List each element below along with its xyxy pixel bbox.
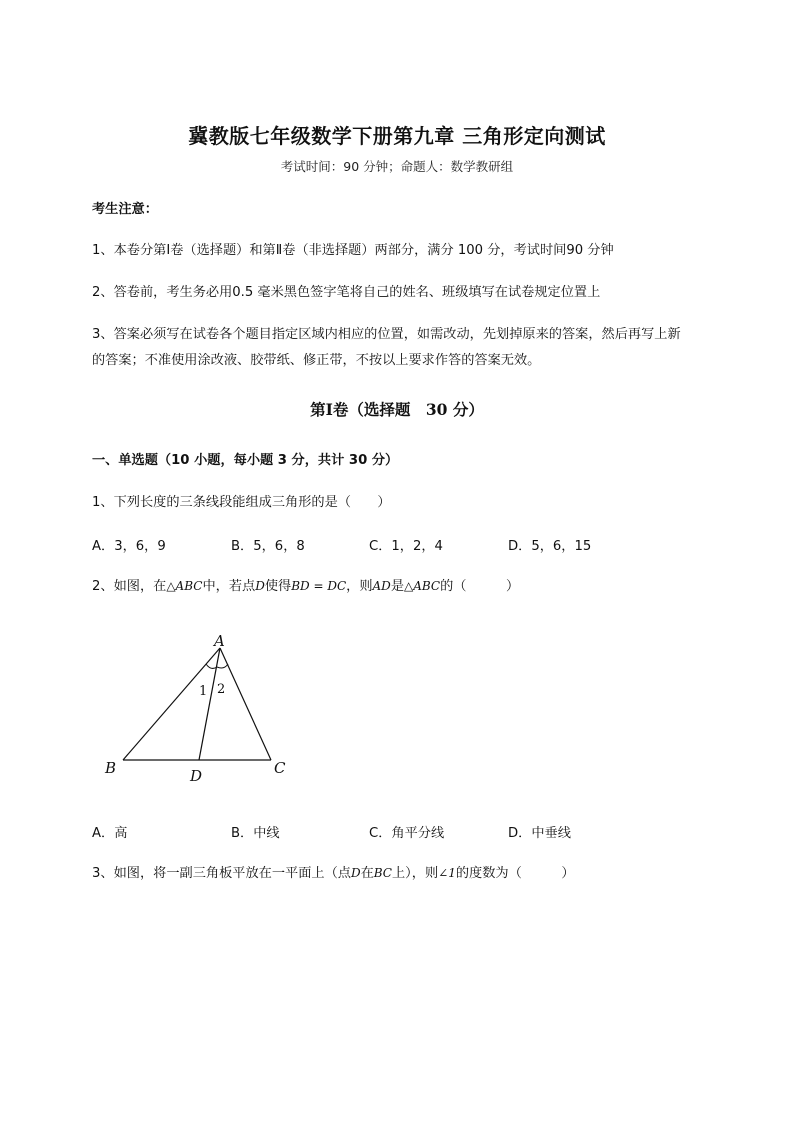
question-3-part-2: 在 <box>360 866 374 881</box>
question-2-option-a: A．高 <box>92 826 128 841</box>
question-1-options <box>92 535 712 559</box>
question-2-options <box>92 822 712 846</box>
notice-item-3: 3、答案必须写在试卷各个题目指定区域内相应的位置，如需改动，先划掉原来的答案，然后再写上新 <box>92 327 681 342</box>
segment-ab <box>123 648 220 760</box>
triangle-abc-1: △ABC <box>166 579 203 593</box>
exam-subtitle: 考试时间：90 分钟；命题人：数学教研组 <box>280 159 514 174</box>
question-2-option-d: D．中垂线 <box>508 826 571 841</box>
notice-item-3-continued: 的答案；不准使用涂改液、胶带纸、修正带，不按以上要求作答的答案无效。 <box>92 353 541 368</box>
question-3-part-1: 3、如图，将一副三角板平放在一平面上（点 <box>92 866 351 881</box>
question-2-option-b: B．中线 <box>231 826 280 841</box>
part-heading: 一、单选题（10 小题，每小题 3 分，共计 30 分） <box>92 453 399 468</box>
label-d: D <box>190 767 203 785</box>
triangle-abc-2: △ABC <box>404 579 441 593</box>
point-d: D <box>255 579 265 593</box>
question-3-part-3: 上），则 <box>392 866 439 881</box>
angle-label-1: 1 <box>199 684 208 699</box>
point-d-q3: D <box>350 866 361 880</box>
question-2-part-1: 2、如图，在 <box>92 579 167 594</box>
section-title: 第Ⅰ卷（选择题 30 分） <box>310 400 484 419</box>
notice-heading: 考生注意： <box>92 202 158 217</box>
question-1-text: 1、下列长度的三条线段能组成三角形的是（ ） <box>92 495 391 510</box>
question-3-text <box>92 860 575 887</box>
label-b: B <box>105 759 117 777</box>
segment-ad-figure <box>199 648 220 760</box>
notice-item-2: 2、答卷前，考生务必用0.5 毫米黑色签字笔将自己的姓名、班级填写在试卷规定位置上 <box>92 285 601 300</box>
segment-ad: AD <box>372 579 391 593</box>
question-1-option-a: A．3，6，9 <box>92 539 166 554</box>
question-3-part-4: 的度数为（ ） <box>455 866 575 881</box>
bd-equals-dc: BD = DC <box>291 579 347 593</box>
angle-1-q3: ∠1 <box>438 866 456 880</box>
question-1-option-d: D．5，6，15 <box>508 539 592 554</box>
label-c: C <box>274 759 286 777</box>
angle-arc-1 <box>206 664 217 668</box>
label-a: A <box>214 632 225 650</box>
triangle-figure <box>98 628 298 788</box>
question-2-option-c: C．角平分线 <box>369 826 445 841</box>
angle-label-2: 2 <box>217 682 226 697</box>
question-2-part-4: ，则 <box>346 579 373 594</box>
question-2-part-2: 中，若点 <box>202 579 256 594</box>
question-1-option-c: C．1，2，4 <box>369 539 443 554</box>
exam-title: 冀教版七年级数学下册第九章 三角形定向测试 <box>188 124 606 148</box>
segment-bc-q3: BC <box>373 866 392 880</box>
notice-item-1: 1、本卷分第Ⅰ卷（选择题）和第Ⅱ卷（非选择题）两部分，满分 100 分，考试时间90 分钟 <box>92 243 614 258</box>
question-2-part-3: 使得 <box>264 579 292 594</box>
question-2-part-6: 的（ ） <box>440 579 520 594</box>
angle-arc-2 <box>217 664 228 668</box>
question-2-text <box>92 573 519 600</box>
question-1-option-b: B．5，6，8 <box>231 539 305 554</box>
question-2-part-5: 是 <box>390 579 404 594</box>
